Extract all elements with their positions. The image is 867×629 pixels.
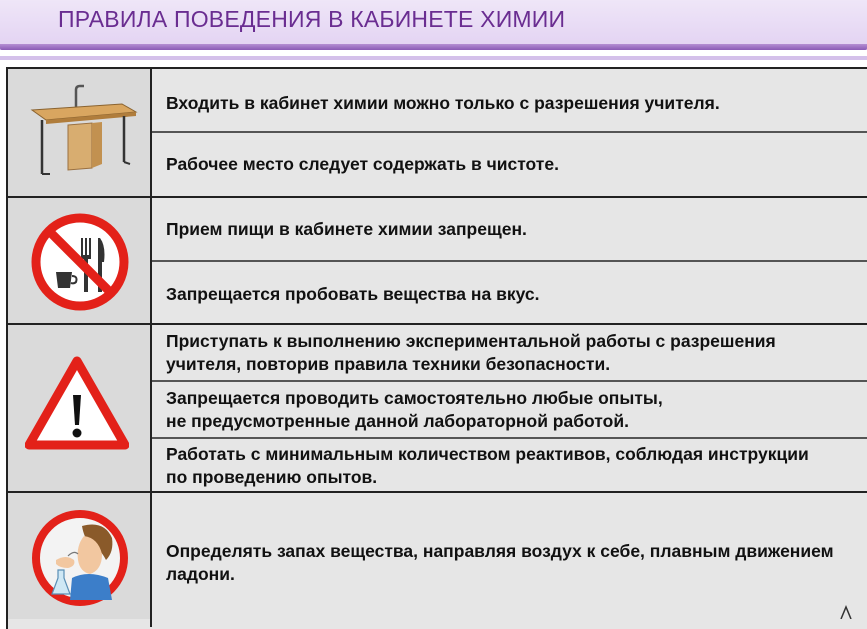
rule-text [166, 153, 861, 176]
lab-desk-icon [22, 82, 140, 182]
rule-text [166, 283, 861, 306]
row-separator [152, 131, 867, 133]
rule-line: Рабочее место следует содержать в чистоте. [166, 154, 559, 174]
corner-mark-icon [838, 605, 854, 619]
group-separator [6, 196, 867, 198]
rule-text [166, 387, 861, 433]
rule-line: по проведению опытов. [166, 467, 378, 487]
row-separator [152, 260, 867, 262]
row-separator [152, 437, 867, 439]
rule-text [166, 540, 861, 586]
page-header [0, 0, 867, 50]
column-divider [150, 67, 152, 627]
rule-line: Приступать к выполнению экспериментальной работы с разрешения [166, 331, 776, 351]
rule-line: Входить в кабинет химии можно только с разрешения учителя. [166, 93, 720, 113]
rule-line: Запрещается проводить самостоятельно любые опыты, [166, 388, 663, 408]
rule-text [166, 92, 861, 115]
smell-caution-icon [28, 508, 132, 608]
warning-triangle-icon [25, 355, 129, 451]
group-separator [6, 491, 867, 493]
rule-text [166, 330, 861, 376]
rule-line: не предусмотренные данной лабораторной работой. [166, 411, 629, 431]
rule-line: Определять запах вещества, направляя воздух к себе, плавным движением [166, 541, 834, 561]
rule-line: Прием пищи в кабинете химии запрещен. [166, 219, 527, 239]
header-underline [0, 44, 867, 50]
rule-text [166, 443, 861, 489]
no-food-icon [30, 212, 130, 312]
row-separator [152, 380, 867, 382]
group-separator [6, 323, 867, 325]
rule-line: Запрещается пробовать вещества на вкус. [166, 284, 540, 304]
rule-line: ладони. [166, 564, 235, 584]
header-secondary-rule [0, 56, 867, 60]
page-title: ПРАВИЛА ПОВЕДЕНИЯ В КАБИНЕТЕ ХИМИИ [58, 6, 566, 32]
rule-line: Работать с минимальным количеством реактивов, соблюдая инструкции [166, 444, 809, 464]
rule-text [166, 218, 861, 241]
rule-line: учителя, повторив правила техники безопасности. [166, 354, 611, 374]
